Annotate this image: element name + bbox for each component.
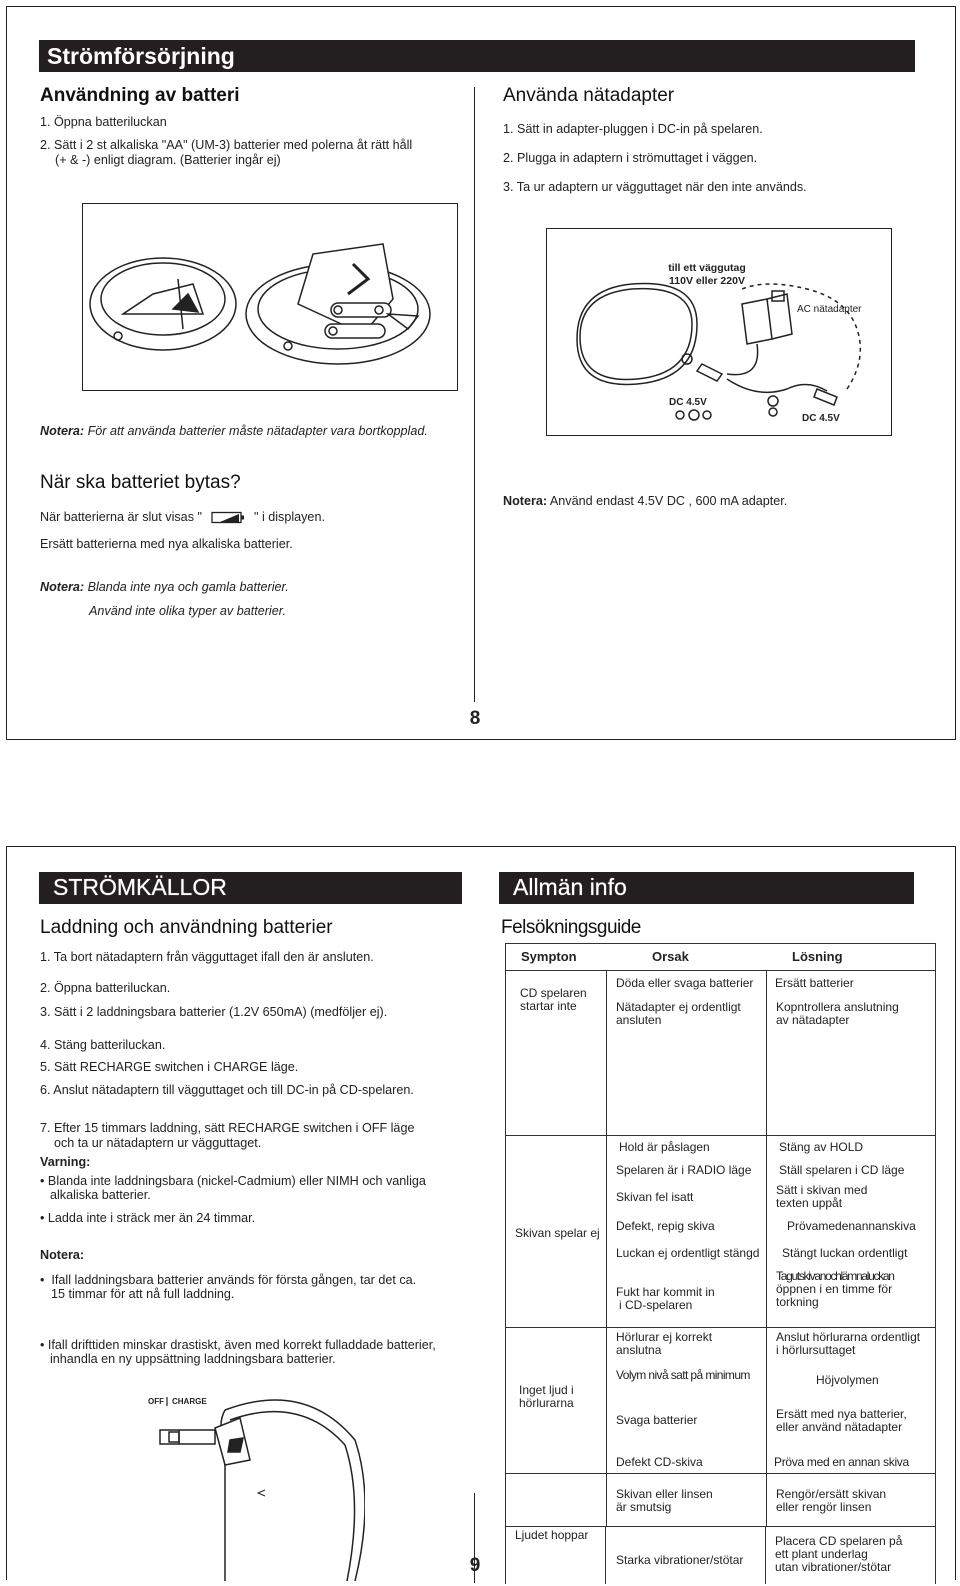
solution-cell: Placera CD spelaren på — [775, 1534, 903, 1548]
cause-cell: ansluten — [616, 1013, 662, 1027]
banner-title: Allmän info — [513, 874, 627, 900]
banner-title: STRÖMKÄLLOR — [53, 874, 227, 900]
section-banner-right — [499, 872, 914, 904]
note-bullet-2 — [40, 1338, 436, 1353]
solution-cell: Höjvolymen — [816, 1373, 879, 1387]
symptom-cell: startar inte — [520, 999, 577, 1013]
col-divider — [605, 1526, 606, 1584]
warning-bullet-2 — [40, 1211, 255, 1226]
note-bullet-1 — [40, 1273, 416, 1288]
replace-battery-heading: När ska batteriet bytas? — [40, 472, 241, 493]
page-number: 9 — [469, 1555, 481, 1576]
cause-cell: Hold är påslagen — [619, 1140, 710, 1154]
note-label: Notera: — [40, 424, 85, 438]
replace-line-1-b: " i displayen. — [253, 510, 325, 524]
note-adapter-spec — [503, 494, 787, 509]
cause-cell: Defekt CD-skiva — [616, 1455, 703, 1469]
solution-cell: Rengör/ersätt skivan — [776, 1487, 887, 1501]
cd-player-battery-drawing — [83, 204, 457, 390]
charge-step-7: 7. Efter 15 timmars laddning, sätt RECHARGE switchen i OFF läge — [40, 1121, 415, 1135]
solution-cell: utan vibrationer/stötar — [775, 1560, 892, 1574]
charge-step-5: 5. Sätt RECHARGE switchen i CHARGE läge. — [40, 1060, 299, 1074]
note-text: För att använda batterier måste nätadapter vara bortkopplad. — [87, 424, 428, 438]
charge-step-4: 4. Stäng batteriluckan. — [40, 1038, 166, 1052]
solution-cell: Prövamedenannanskiva — [787, 1219, 916, 1233]
solution-cell: Ersätt batterier — [775, 976, 854, 990]
page-number: 8 — [469, 708, 481, 729]
cause-cell: Hörlurar ej korrekt — [616, 1330, 713, 1344]
note-text: Använd endast 4.5V DC , 600 mA adapter. — [549, 494, 788, 508]
cause-cell: Fukt har kommit in — [616, 1285, 715, 1299]
row-divider — [506, 1327, 935, 1328]
solution-cell: Kopntrollera anslutning — [776, 1000, 899, 1014]
col-divider — [606, 971, 607, 1526]
battery-step-1: 1. Öppna batteriluckan — [40, 115, 167, 129]
row-divider — [506, 1473, 935, 1474]
solution-cell: Ersätt med nya batterier, — [776, 1407, 907, 1421]
solution-cell: torkning — [776, 1295, 819, 1309]
wall-label-line-2: 110V eller 220V — [669, 275, 745, 287]
symptom-cell: Skivan spelar ej — [515, 1226, 600, 1240]
solution-cell: Ställ spelaren i CD läge — [779, 1163, 905, 1177]
solution-cell: ett plant underlag — [775, 1547, 868, 1561]
battery-low-icon — [211, 511, 245, 528]
bullet-icon: • — [40, 1211, 48, 1225]
header-symptom: Sympton — [521, 949, 577, 964]
cause-cell: Nätadapter ej ordentligt — [616, 1000, 741, 1014]
battery-step-2: 2. Sätt i 2 st alkaliska "AA" (UM-3) batterier med polerna åt rätt håll — [40, 138, 413, 152]
note-line-1: Blanda inte nya och gamla batterier. — [87, 580, 289, 594]
manual-page-8 — [6, 6, 956, 740]
troubleshooting-table-tail — [505, 1526, 936, 1584]
header-solution: Lösning — [792, 949, 843, 964]
manual-page-9 — [6, 846, 956, 1580]
cause-cell: anslutna — [616, 1343, 662, 1357]
solution-cell: Anslut hörlurarna ordentligt — [776, 1330, 921, 1344]
solution-cell: Stäng av HOLD — [779, 1140, 864, 1154]
symptom-cell: Inget ljud i — [519, 1383, 574, 1397]
adapter-step-3: 3. Ta ur adaptern ur vägguttaget när den inte används. — [503, 180, 807, 194]
cause-cell: Spelaren är i RADIO läge — [616, 1163, 752, 1177]
warning-label: Varning: — [40, 1155, 91, 1169]
switch-label-off: OFF — [148, 1397, 164, 1406]
troubleshooting-heading: Felsökningsguide — [501, 917, 641, 938]
adapter-step-1: 1. Sätt in adapter-pluggen i DC-in på spelaren. — [503, 122, 763, 136]
recharge-switch-drawing — [125, 1380, 365, 1581]
cause-cell: är smutsig — [616, 1500, 672, 1514]
note-label: Notera: — [40, 580, 85, 594]
note-battery-mix — [40, 580, 289, 595]
adapter-heading: Använda nätadapter — [503, 85, 675, 106]
bullet-icon: • — [40, 1174, 48, 1188]
replace-line-1 — [40, 510, 325, 528]
bullet-icon: • — [40, 1273, 52, 1287]
note-text: Ifall laddningsbara batterier används för första gången, tar det ca. — [51, 1273, 417, 1287]
charge-step-1: 1. Ta bort nätadaptern från vägguttaget ifall den är ansluten. — [40, 950, 374, 964]
wall-label-line-1: till ett väggutag — [668, 262, 746, 274]
note-text: Ifall drifttiden minskar drastiskt, även med korrekt fulladdade batterier, — [47, 1338, 436, 1352]
col-divider — [766, 971, 767, 1526]
bullet-icon: • — [40, 1338, 48, 1352]
header-cause: Orsak — [652, 949, 689, 964]
symptom-cell: CD spelaren — [520, 986, 587, 1000]
battery-step-2-cont: (+ & -) enligt diagram. (Batterier ingår ej) — [55, 153, 281, 167]
note-bullet-1-cont: 15 timmar för att nå full laddning. — [51, 1287, 235, 1301]
cause-cell: Luckan ej ordentligt stängd — [616, 1246, 760, 1260]
adapter-step-2: 2. Plugga in adaptern i strömuttaget i väggen. — [503, 151, 758, 165]
symptom-cell: Ljudet hoppar — [515, 1528, 589, 1542]
column-divider — [474, 87, 475, 702]
dc-label-plug: DC 4.5V — [802, 413, 840, 424]
note-disconnect-adapter — [40, 424, 428, 439]
adapter-illustration — [546, 228, 892, 436]
cause-cell: Defekt, repig skiva — [616, 1219, 715, 1233]
solution-cell: Tagutskivanochlämnaluckan — [776, 1269, 894, 1283]
cause-cell: Starka vibrationer/stötar — [616, 1553, 744, 1567]
note-label: Notera: — [503, 494, 548, 508]
charging-heading: Laddning och användning batterier — [40, 917, 333, 938]
solution-cell: Sätt i skivan med — [776, 1183, 868, 1197]
charge-step-3: 3. Sätt i 2 laddningsbara batterier (1.2V 650mA) (medföljer ej). — [40, 1005, 388, 1019]
note-bullet-2-cont: inhandla en ny uppsättning laddningsbara batterier. — [50, 1352, 336, 1366]
cause-cell: Skivan fel isatt — [616, 1190, 694, 1204]
solution-cell: i hörlursuttaget — [776, 1343, 856, 1357]
solution-cell: eller använd nätadapter — [776, 1420, 903, 1434]
symptom-cell: hörlurarna — [519, 1396, 574, 1410]
cause-cell: i CD-spelaren — [619, 1298, 693, 1312]
ac-adapter-label: AC nätadapter — [797, 304, 862, 315]
section-banner — [39, 40, 915, 72]
row-divider — [506, 970, 935, 971]
solution-cell: öppnen i en timme för — [776, 1282, 893, 1296]
solution-cell: Pröva med en annan skiva — [774, 1455, 909, 1469]
warning-bullet-1-cont: alkaliska batterier. — [50, 1188, 151, 1202]
switch-label-charge: CHARGE — [172, 1397, 207, 1406]
replace-line-1-a: När batterierna är slut visas " — [40, 510, 202, 524]
replace-line-2: Ersätt batterierna med nya alkaliska batterier. — [40, 537, 293, 551]
charge-step-6: 6. Anslut nätadaptern till vägguttaget och till DC-in på CD-spelaren. — [40, 1083, 414, 1097]
row-divider — [506, 1135, 935, 1136]
cause-cell: Döda eller svaga batterier — [616, 976, 754, 990]
solution-cell: eller rengör linsen — [776, 1500, 872, 1514]
warning-text: Ladda inte i sträck mer än 24 timmar. — [47, 1211, 256, 1225]
cause-cell: Skivan eller linsen — [616, 1487, 713, 1501]
banner-title: Strömförsörjning — [47, 43, 235, 69]
charge-step-7-cont: och ta ur nätadaptern ur vägguttaget. — [54, 1136, 262, 1150]
section-banner-left — [39, 872, 462, 904]
recharge-switch-illustration — [125, 1380, 365, 1581]
cause-cell: Svaga batterier — [616, 1413, 698, 1427]
solution-cell: av nätadapter — [776, 1013, 850, 1027]
warning-text: Blanda inte laddningsbara (nickel-Cadmium) eller NIMH och vanliga — [47, 1174, 426, 1188]
note-label: Notera: — [40, 1248, 85, 1262]
battery-usage-heading: Användning av batteri — [40, 85, 240, 106]
dc-label-player: DC 4.5V — [669, 397, 707, 408]
warning-bullet-1 — [40, 1174, 426, 1189]
adapter-connection-drawing — [547, 229, 891, 435]
solution-cell: Stängt luckan ordentligt — [782, 1246, 908, 1260]
charge-step-2: 2. Öppna batteriluckan. — [40, 981, 171, 995]
solution-cell: texten uppåt — [776, 1196, 843, 1210]
battery-illustration — [82, 203, 458, 391]
note-line-2: Använd inte olika typer av batterier. — [89, 604, 286, 618]
col-divider — [765, 1526, 766, 1584]
cause-cell: Volym nivå satt på minimum — [616, 1368, 750, 1382]
